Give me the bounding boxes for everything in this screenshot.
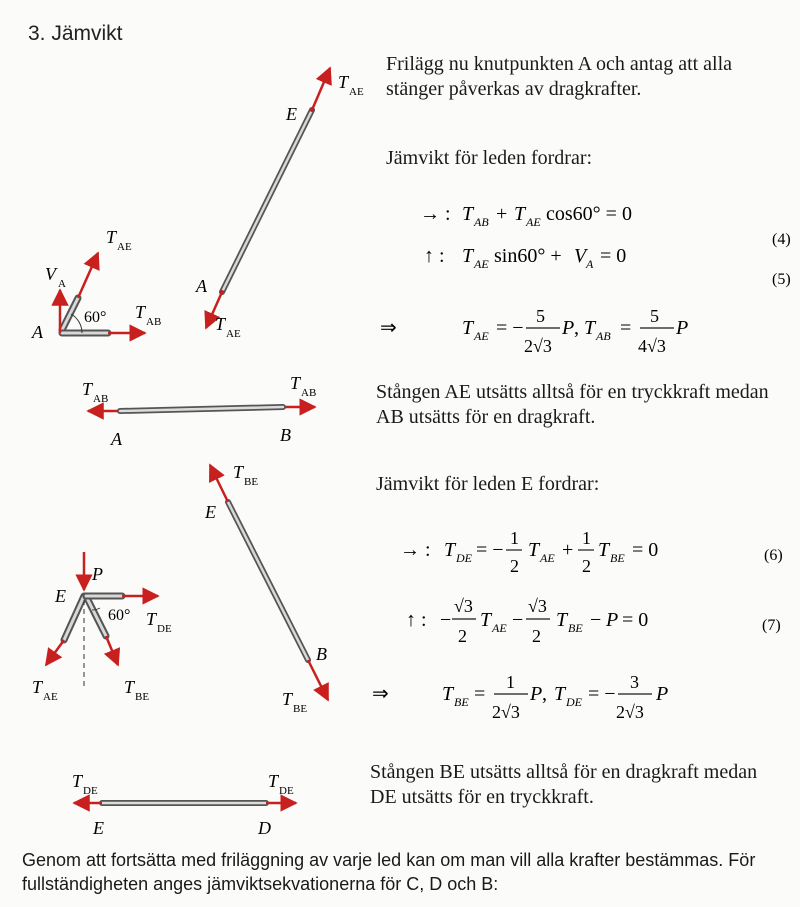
svg-text:5: 5 <box>650 306 659 326</box>
svg-text:1: 1 <box>582 528 591 548</box>
svg-text:P: P <box>562 317 575 339</box>
svg-text:DE: DE <box>83 785 98 797</box>
svg-text:T: T <box>282 689 293 709</box>
svg-text:,: , <box>574 317 579 339</box>
svg-text:↑ :: ↑ : <box>406 609 427 631</box>
svg-text:AB: AB <box>301 387 317 399</box>
svg-text:→ :: → : <box>400 539 431 561</box>
svg-text:D: D <box>258 818 271 838</box>
svg-text:T: T <box>82 379 93 399</box>
svg-text:T: T <box>462 317 474 339</box>
svg-text:BE: BE <box>244 476 259 488</box>
equation-block-E <box>372 528 783 722</box>
svg-text:AE: AE <box>349 86 364 98</box>
svg-text:T: T <box>124 677 135 697</box>
svg-text:A: A <box>111 429 122 449</box>
svg-text:T: T <box>444 539 456 561</box>
svg-text:T: T <box>135 302 146 322</box>
svg-text:T: T <box>338 72 349 92</box>
svg-text:BE: BE <box>568 621 583 635</box>
svg-text:⇒: ⇒ <box>372 683 389 705</box>
bottom-paragraph-line-1: Genom att fortsätta med friläggning av varje led kan om man vill alla krafter bestämmas. För <box>22 850 756 870</box>
svg-text:AE: AE <box>474 257 489 271</box>
svg-text:= 0: = 0 <box>600 245 627 267</box>
label-E: E <box>286 104 297 124</box>
svg-text:AE: AE <box>540 551 555 565</box>
svg-text:AE: AE <box>474 329 489 343</box>
svg-text:AB: AB <box>596 329 611 343</box>
svg-text:V: V <box>45 264 56 284</box>
svg-text:5: 5 <box>536 306 545 326</box>
svg-text:cos60° = 0: cos60° = 0 <box>546 203 632 225</box>
svg-text:4√3: 4√3 <box>638 336 666 356</box>
svg-text:BE: BE <box>293 703 308 715</box>
svg-text:T: T <box>462 245 474 267</box>
force-TAE-top-arrow <box>312 68 330 110</box>
svg-text:T: T <box>598 539 610 561</box>
svg-text:AB: AB <box>474 215 489 229</box>
svg-text:P: P <box>656 683 669 705</box>
svg-text:AE: AE <box>226 328 241 340</box>
svg-text:−: − <box>590 609 602 631</box>
svg-text:DE: DE <box>157 623 172 635</box>
svg-text:A: A <box>32 322 43 342</box>
svg-text:B: B <box>280 425 291 445</box>
section-title: 3. Jämvikt <box>28 22 123 45</box>
svg-text:2: 2 <box>532 626 541 646</box>
svg-text:E: E <box>93 818 104 838</box>
svg-text:(5): (5) <box>772 271 791 288</box>
svg-text:1: 1 <box>510 528 519 548</box>
svg-text:2√3: 2√3 <box>616 702 644 722</box>
paragraph-1-line-2: stänger påverkas av dragkrafter. <box>386 78 642 100</box>
svg-text:=: = <box>620 317 632 339</box>
equation-result-E <box>372 672 668 722</box>
paragraph-1 <box>386 52 732 102</box>
paragraph-2: Jämvikt för leden fordrar: <box>386 147 593 169</box>
paragraph-5 <box>370 760 757 810</box>
svg-text:T: T <box>554 683 566 705</box>
svg-text:−: − <box>512 609 524 631</box>
svg-text:T: T <box>290 373 301 393</box>
svg-text:√3: √3 <box>454 596 473 616</box>
svg-text:V: V <box>574 245 587 267</box>
svg-text:sin60° +: sin60° + <box>494 245 562 267</box>
rod-AB <box>82 373 316 449</box>
equation-6 <box>400 528 783 576</box>
svg-text:= −: = − <box>496 317 524 339</box>
svg-text:= −: = − <box>476 539 504 561</box>
svg-text:A: A <box>586 257 594 271</box>
svg-text:T: T <box>32 677 43 697</box>
paragraph-3 <box>376 380 769 430</box>
svg-text:AB: AB <box>146 316 162 328</box>
svg-text:BE: BE <box>454 695 469 709</box>
svg-text:,: , <box>542 683 547 705</box>
svg-text:60°: 60° <box>108 607 131 624</box>
rod-AE <box>195 68 364 340</box>
svg-text:T: T <box>556 609 568 631</box>
svg-text:T: T <box>72 771 83 791</box>
svg-text:P: P <box>676 317 689 339</box>
svg-text:AE: AE <box>117 241 132 253</box>
joint-E <box>32 552 172 703</box>
svg-text:+: + <box>562 539 574 561</box>
svg-text:P: P <box>92 564 103 584</box>
bottom-paragraph <box>22 848 755 896</box>
svg-text:T: T <box>268 771 279 791</box>
svg-text:B: B <box>316 644 327 664</box>
svg-text:T: T <box>442 683 454 705</box>
svg-text:AB: AB <box>93 393 109 405</box>
paragraph-1-line-1: Frilägg nu knutpunkten A och antag att alla <box>386 53 733 75</box>
paragraph-4: Jämvikt för leden E fordrar: <box>376 473 600 495</box>
paragraph-5-line-1: Stången BE utsätts alltså för en dragkraft medan <box>370 761 758 783</box>
paragraph-3-line-2: AB utsätts för en dragkraft. <box>376 406 596 428</box>
svg-text:T: T <box>528 539 540 561</box>
equation-7 <box>406 596 781 646</box>
svg-text:= 0: = 0 <box>632 539 659 561</box>
svg-text:A: A <box>58 278 66 290</box>
svg-text:BE: BE <box>135 691 150 703</box>
svg-text:DE: DE <box>566 695 582 709</box>
svg-text:2√3: 2√3 <box>492 702 520 722</box>
svg-text:T: T <box>514 203 526 225</box>
equation-result-A <box>380 306 688 356</box>
svg-text:T: T <box>215 314 226 334</box>
svg-text:60°: 60° <box>84 309 107 326</box>
svg-text:T: T <box>233 462 244 482</box>
svg-text:3: 3 <box>630 672 639 692</box>
svg-text:2: 2 <box>458 626 467 646</box>
svg-text:P: P <box>606 609 619 631</box>
svg-text:(7): (7) <box>762 617 781 634</box>
svg-text:1: 1 <box>506 672 515 692</box>
svg-text:DE: DE <box>279 785 294 797</box>
svg-text:AE: AE <box>492 621 507 635</box>
svg-text:→ :: → : <box>420 203 451 225</box>
paragraph-3-line-1: Stången AE utsätts alltså för en tryckkraft medan <box>376 381 769 403</box>
equation-4 <box>420 203 791 248</box>
equation-5 <box>424 245 791 288</box>
svg-text:(6): (6) <box>764 547 783 564</box>
svg-text:AE: AE <box>43 691 58 703</box>
svg-text:= −: = − <box>588 683 616 705</box>
svg-text:T: T <box>146 609 157 629</box>
svg-text:↑ :: ↑ : <box>424 245 445 267</box>
rod-DE <box>72 771 296 838</box>
svg-text:−: − <box>440 609 452 631</box>
paragraph-5-line-2: DE utsätts för en tryckkraft. <box>370 786 594 808</box>
svg-text:T: T <box>462 203 474 225</box>
rod-BE <box>204 462 328 715</box>
svg-text:E: E <box>55 586 66 606</box>
svg-text:2: 2 <box>582 556 591 576</box>
svg-text:=: = <box>474 683 486 705</box>
svg-text:2: 2 <box>510 556 519 576</box>
equation-block-A <box>380 203 791 356</box>
svg-text:AE: AE <box>526 215 541 229</box>
svg-text:T: T <box>584 317 596 339</box>
svg-text:E: E <box>205 502 216 522</box>
svg-text:2√3: 2√3 <box>524 336 552 356</box>
svg-text:⇒: ⇒ <box>380 317 397 339</box>
svg-text:+: + <box>496 203 508 225</box>
svg-text:√3: √3 <box>528 596 547 616</box>
joint-A <box>31 227 161 342</box>
svg-text:T: T <box>106 227 117 247</box>
svg-text:(4): (4) <box>772 231 791 248</box>
label-A: A <box>196 276 207 296</box>
svg-text:BE: BE <box>610 551 625 565</box>
svg-text:P: P <box>530 683 543 705</box>
svg-text:= 0: = 0 <box>622 609 649 631</box>
bottom-paragraph-line-2: fullständigheten anges jämviktsekvationerna för C, D och B: <box>22 874 499 894</box>
svg-text:DE: DE <box>456 551 472 565</box>
svg-text:T: T <box>480 609 492 631</box>
